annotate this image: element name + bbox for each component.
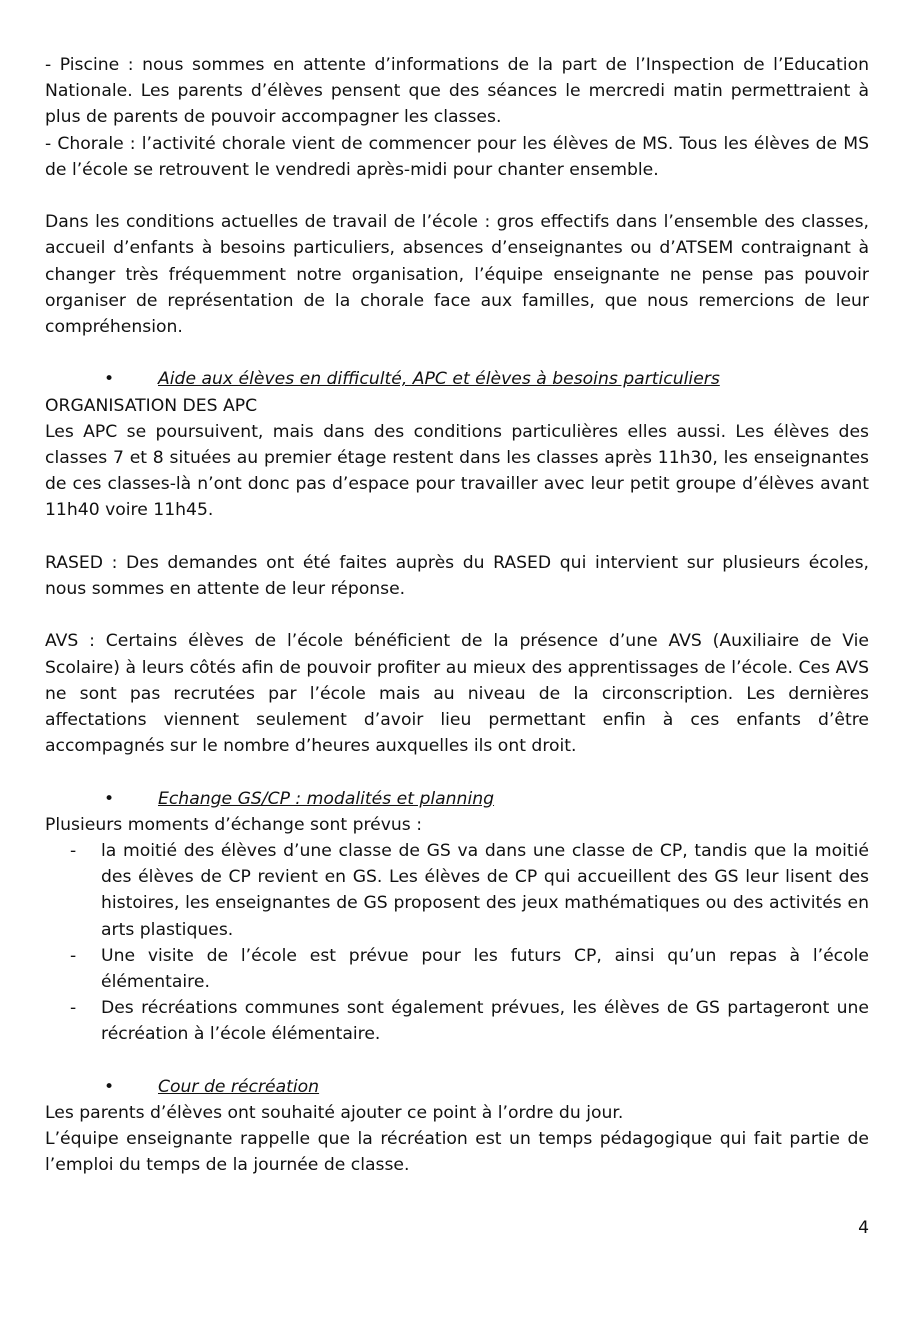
list-item: [45, 943, 869, 995]
spacer: [45, 524, 869, 550]
section-title: Cour de récréation: [158, 1076, 320, 1097]
dash-marker: -: [70, 945, 77, 966]
bullet-icon: •: [104, 369, 115, 390]
spacer: [45, 1048, 869, 1074]
list-item: [45, 838, 869, 943]
spacer: [45, 183, 869, 209]
list-item: [45, 995, 869, 1047]
echange-list: [45, 838, 869, 1048]
spacer: [45, 602, 869, 628]
piscine-paragraph: - Piscine : nous sommes en attente d’informations de la part de l’Inspection de l’Education Nationale. Les parents d’élèves pensent que des séances le mercredi matin permettraient à plus de parents de pouvoir accompagner les classes.: [45, 55, 869, 128]
cour-line-1: Les parents d’élèves ont souhaité ajouter ce point à l’ordre du jour.: [45, 1103, 624, 1124]
avs-paragraph: AVS : Certains élèves de l’école bénéficient de la présence d’une AVS (Auxiliaire de Vie Scolaire) à leurs côtés afin de pouvoir profiter au mieux des apprentissages de l’école. Ces AVS ne sont pas recrutées par l’école mais au niveau de la circonscription. Les dernières affectations viennent seulement d’avoir lieu permettant enfin à ces enfants d’être accompagnés sur le nombre d’heures auxquelles ils ont droit.: [45, 631, 869, 757]
cour-line-2: L’équipe enseignante rappelle que la récréation est un temps pédagogique qui fait partie de l’emploi du temps de la journée de classe.: [45, 1129, 869, 1176]
conditions-paragraph: Dans les conditions actuelles de travail de l’école : gros effectifs dans l’ensemble des classes, accueil d’enfants à besoins particuliers, absences d’enseignantes ou d’ATSEM contraignant à changer très fréquemment notre organisation, l’équipe enseignante ne pense pas pouvoir organiser de représentation de la chorale face aux familles, que nous remercions de leur compréhension.: [45, 212, 869, 338]
list-item-text: la moitié des élèves d’une classe de GS va dans une classe de CP, tandis que la moitié des élèves de CP revient en GS. Les élèves de CP qui accueillent des GS leur lisent des histoires, les enseignantes de GS proposent des jeux mathématiques ou des activités en arts plastiques.: [101, 841, 869, 940]
section-heading-cour: [104, 1074, 869, 1100]
section-heading-echange: [104, 786, 869, 812]
list-item-text: Une visite de l’école est prévue pour les futurs CP, ainsi qu’un repas à l’école élémentaire.: [101, 945, 869, 993]
bullet-icon: •: [104, 788, 115, 809]
list-item-text: Des récréations communes sont également prévues, les élèves de GS partageront une récréation à l’école élémentaire.: [101, 998, 869, 1045]
spacer: [45, 759, 869, 785]
spacer: [45, 340, 869, 366]
section-heading-aide: [104, 366, 869, 392]
bullet-icon: •: [104, 1076, 115, 1097]
section-title: Aide aux élèves en difficulté, APC et élèves à besoins particuliers: [158, 369, 720, 390]
chorale-paragraph: - Chorale : l’activité chorale vient de commencer pour les élèves de MS. Tous les élèves de MS de l’école se retrouvent le vendredi après-midi pour chanter ensemble.: [45, 133, 869, 180]
rased-paragraph: RASED : Des demandes ont été faites auprès du RASED qui intervient sur plusieurs écoles, nous sommes en attente de leur réponse.: [45, 552, 869, 600]
document-page: [45, 52, 869, 1179]
page-number: 4: [858, 1218, 869, 1238]
dash-marker: -: [70, 841, 77, 862]
apc-paragraph: Les APC se poursuivent, mais dans des conditions particulières elles aussi. Les élèves des classes 7 et 8 situées au premier étage restent dans les classes après 11h30, les enseignantes de ces classes-là n’ont donc pas d’espace pour travailler avec leur petit groupe d’élèves avant 11h40 voire 11h45.: [45, 421, 869, 521]
dash-marker: -: [70, 998, 77, 1019]
echange-intro: Plusieurs moments d’échange sont prévus :: [45, 814, 423, 835]
section-title: Echange GS/CP : modalités et planning: [158, 788, 495, 809]
apc-organisation-heading: ORGANISATION DES APC: [45, 395, 258, 416]
